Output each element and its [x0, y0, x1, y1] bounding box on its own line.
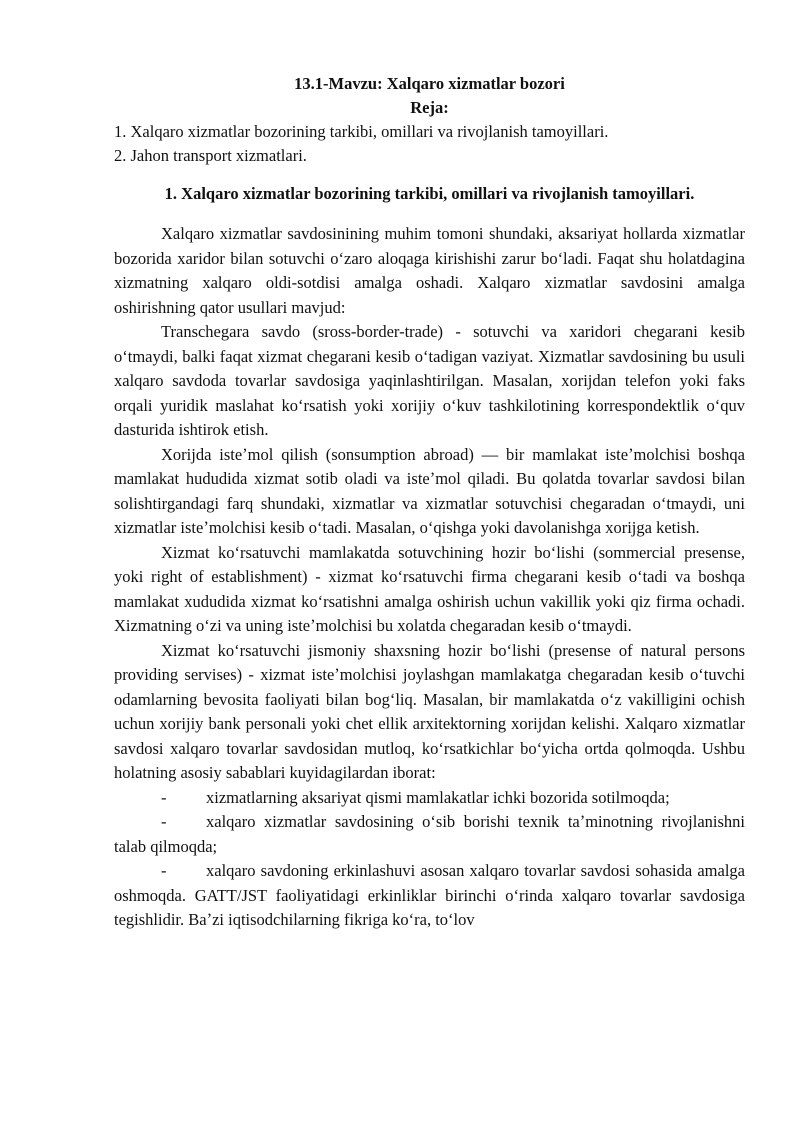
plan-item-1: 1. Xalqaro xizmatlar bozorining tarkibi, omillari va rivojlanish tamoyillari.: [114, 122, 609, 141]
bullet-marker: -: [161, 861, 167, 880]
document-title: 13.1-Mavzu: Xalqaro xizmatlar bozori: [294, 74, 565, 93]
bullet-marker: -: [161, 787, 167, 807]
paragraph: Xizmat koʻrsatuvchi jismoniy shaxsning hozir boʻlishi (presense of natural persons providing servises) - xizmat isteʼmolchisi joylashgan mamlakatga chegaradan kesib oʻtuvchi odamlarning bevosita faoliyati bilan bogʻliq. Masalan, bir mamlakatda oʻz vakilligini ochish uchun xorijiy bank personali yoki chet ellik arxitektorning xorijdan kelishi. Xalqaro xizmatlar savdosi xalqaro tovarlar savdosidan mutloq, koʻrsatkichlar boʻyicha ortda qolmoqda. Ushbu holatning asosiy sabablari kuyidagilardan iborat:: [114, 640, 745, 782]
body-text: [114, 222, 745, 933]
bullet-item: [114, 786, 745, 811]
paragraph: Xalqaro xizmatlar savdosinining muhim tomoni shundaki, aksariyat hollarda xizmatlar bozorida xaridor bilan sotuvchi oʻzaro aloqaga kirishishi zarur boʻladi. Faqat shu holatdagina xizmatning xalqaro oldi-sotdisi amalga oshadi. Xalqaro xizmatlar savdosini amalga oshirishning qator usullari mavjud:: [114, 224, 745, 317]
plan-label: Reja:: [410, 98, 449, 117]
paragraph: Transchegara savdo (sross-border-trade) - sotuvchi va xaridori chegarani kesib oʻtmaydi, balki faqat xizmat chegarani kesib oʻtadigan vaziyat. Xizmatlar savdosining bu usuli xalqaro savdoda tovarlar savdosiga yaqinlashtirilgan. Masalan, xorijdan telefon yoki faks orqali yuridik maslahat koʻrsatish yoki xorijiy oʻkuv tashkilotining korrespondektlik oʻquv dasturida ishtirok etish.: [114, 322, 745, 439]
paragraph: Xizmat koʻrsatuvchi mamlakatda sotuvchining hozir boʻlishi (sommercial presense, yoki right of establishment) - xizmat koʻrsatuvchi firma chegarani kesib oʻtadi va boshqa mamlakat xududida xizmat koʻrsatishni amalga oshirish uchun vakillik yoki qiz firma ochadi. Xizmatning oʻzi va uning isteʼmolchisi bu xolatda chegaradan kesib oʻtmaydi.: [114, 542, 745, 635]
bullet-text: xizmatlarning aksariyat qismi mamlakatlar ichki bozorida sotilmoqda;: [206, 787, 670, 807]
bullet-item: [114, 810, 745, 859]
bullet-text: xalqaro savdoning erkinlashuvi asosan xalqaro tovarlar savdosi sohasida amalga oshmoqda. GATT/JST faoliyatidagi erkinliklar birinchi oʻrinda xalqaro tovarlar savdosiga tegishlidir. Baʼzi iqtisodchilarning fikriga koʻra, toʻlov: [114, 861, 745, 929]
bullet-text: xalqaro xizmatlar savdosining oʻsib borishi texnik taʼminotning rivojlanishni talab qilmoqda;: [114, 812, 745, 856]
plan-item-2: 2. Jahon transport xizmatlari.: [114, 146, 307, 165]
plan-list: [114, 120, 745, 168]
bullet-marker: -: [161, 812, 167, 831]
section-heading: 1. Xalqaro xizmatlar bozorining tarkibi, omillari va rivojlanish tamoyillari.: [164, 184, 695, 203]
paragraph: Xorijda isteʼmol qilish (sonsumption abroad) — bir mamlakat isteʼmolchisi boshqa mamlakat hududida xizmat sotib oladi va isteʼmol qiladi. Bu qolatda tovarlar savdosi bilan solishtirgandagi farq shundaki, xizmatlar va xizmatlar sotuvchisi chegaradan oʻtmaydi, uni xizmatlar isteʼmolchisi kesib oʻtadi. Masalan, oʻqishga yoki davolanishga xorijga ketish.: [114, 444, 745, 537]
bullet-item: [114, 859, 745, 933]
